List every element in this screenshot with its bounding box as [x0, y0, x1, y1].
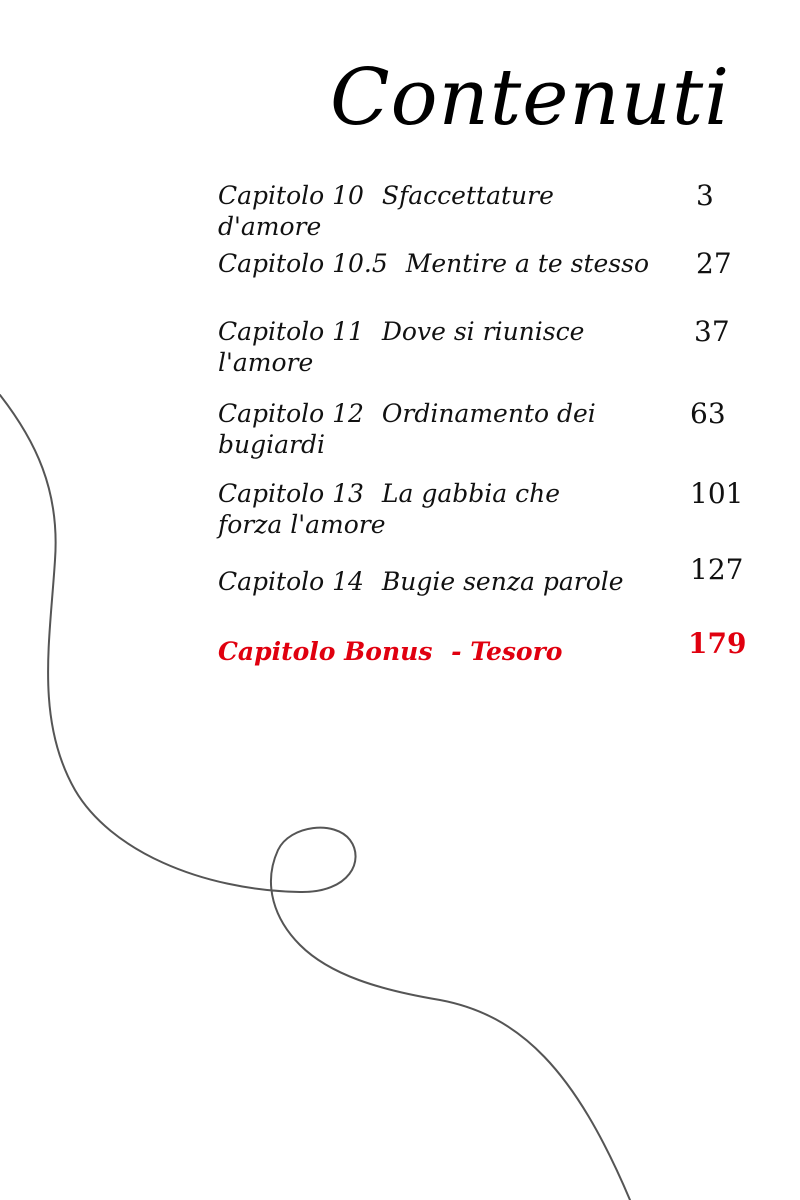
toc-chapter-number: Capitolo 10.5: [218, 249, 388, 278]
toc-page-number: 27: [696, 247, 732, 280]
toc-chapter-title: Mentire a te stesso: [405, 249, 649, 278]
toc-chapter-title: Dove si riunisce l'amore: [218, 317, 585, 377]
toc-page-number: 179: [688, 627, 747, 660]
toc-page-number: 101: [690, 477, 744, 510]
toc-page-number: 127: [690, 553, 744, 586]
toc-chapter-title: Ordinamento dei bugiardi: [218, 399, 596, 459]
toc-chapter-number: Capitolo 13: [218, 479, 364, 508]
toc-chapter-number: Capitolo 10: [218, 181, 364, 210]
toc-page-number: 3: [696, 179, 714, 212]
toc-chapter-title: Sfaccettature d'amore: [218, 181, 554, 241]
toc-chapter-number: Capitolo 11: [218, 317, 364, 346]
toc-chapter-title: La gabbia che forza l'amore: [218, 479, 561, 539]
toc-chapter-title: - Tesoro: [451, 637, 563, 666]
toc-page-number: 63: [690, 397, 726, 430]
toc-chapter-number: Capitolo 14: [218, 567, 364, 596]
page-title: Contenuti: [330, 53, 731, 143]
toc-chapter-number: Capitolo 12: [218, 399, 364, 428]
toc-chapter-number: Capitolo Bonus: [218, 637, 433, 666]
toc-page-number: 37: [694, 315, 730, 348]
toc-chapter-title: Bugie senza parole: [381, 567, 624, 596]
